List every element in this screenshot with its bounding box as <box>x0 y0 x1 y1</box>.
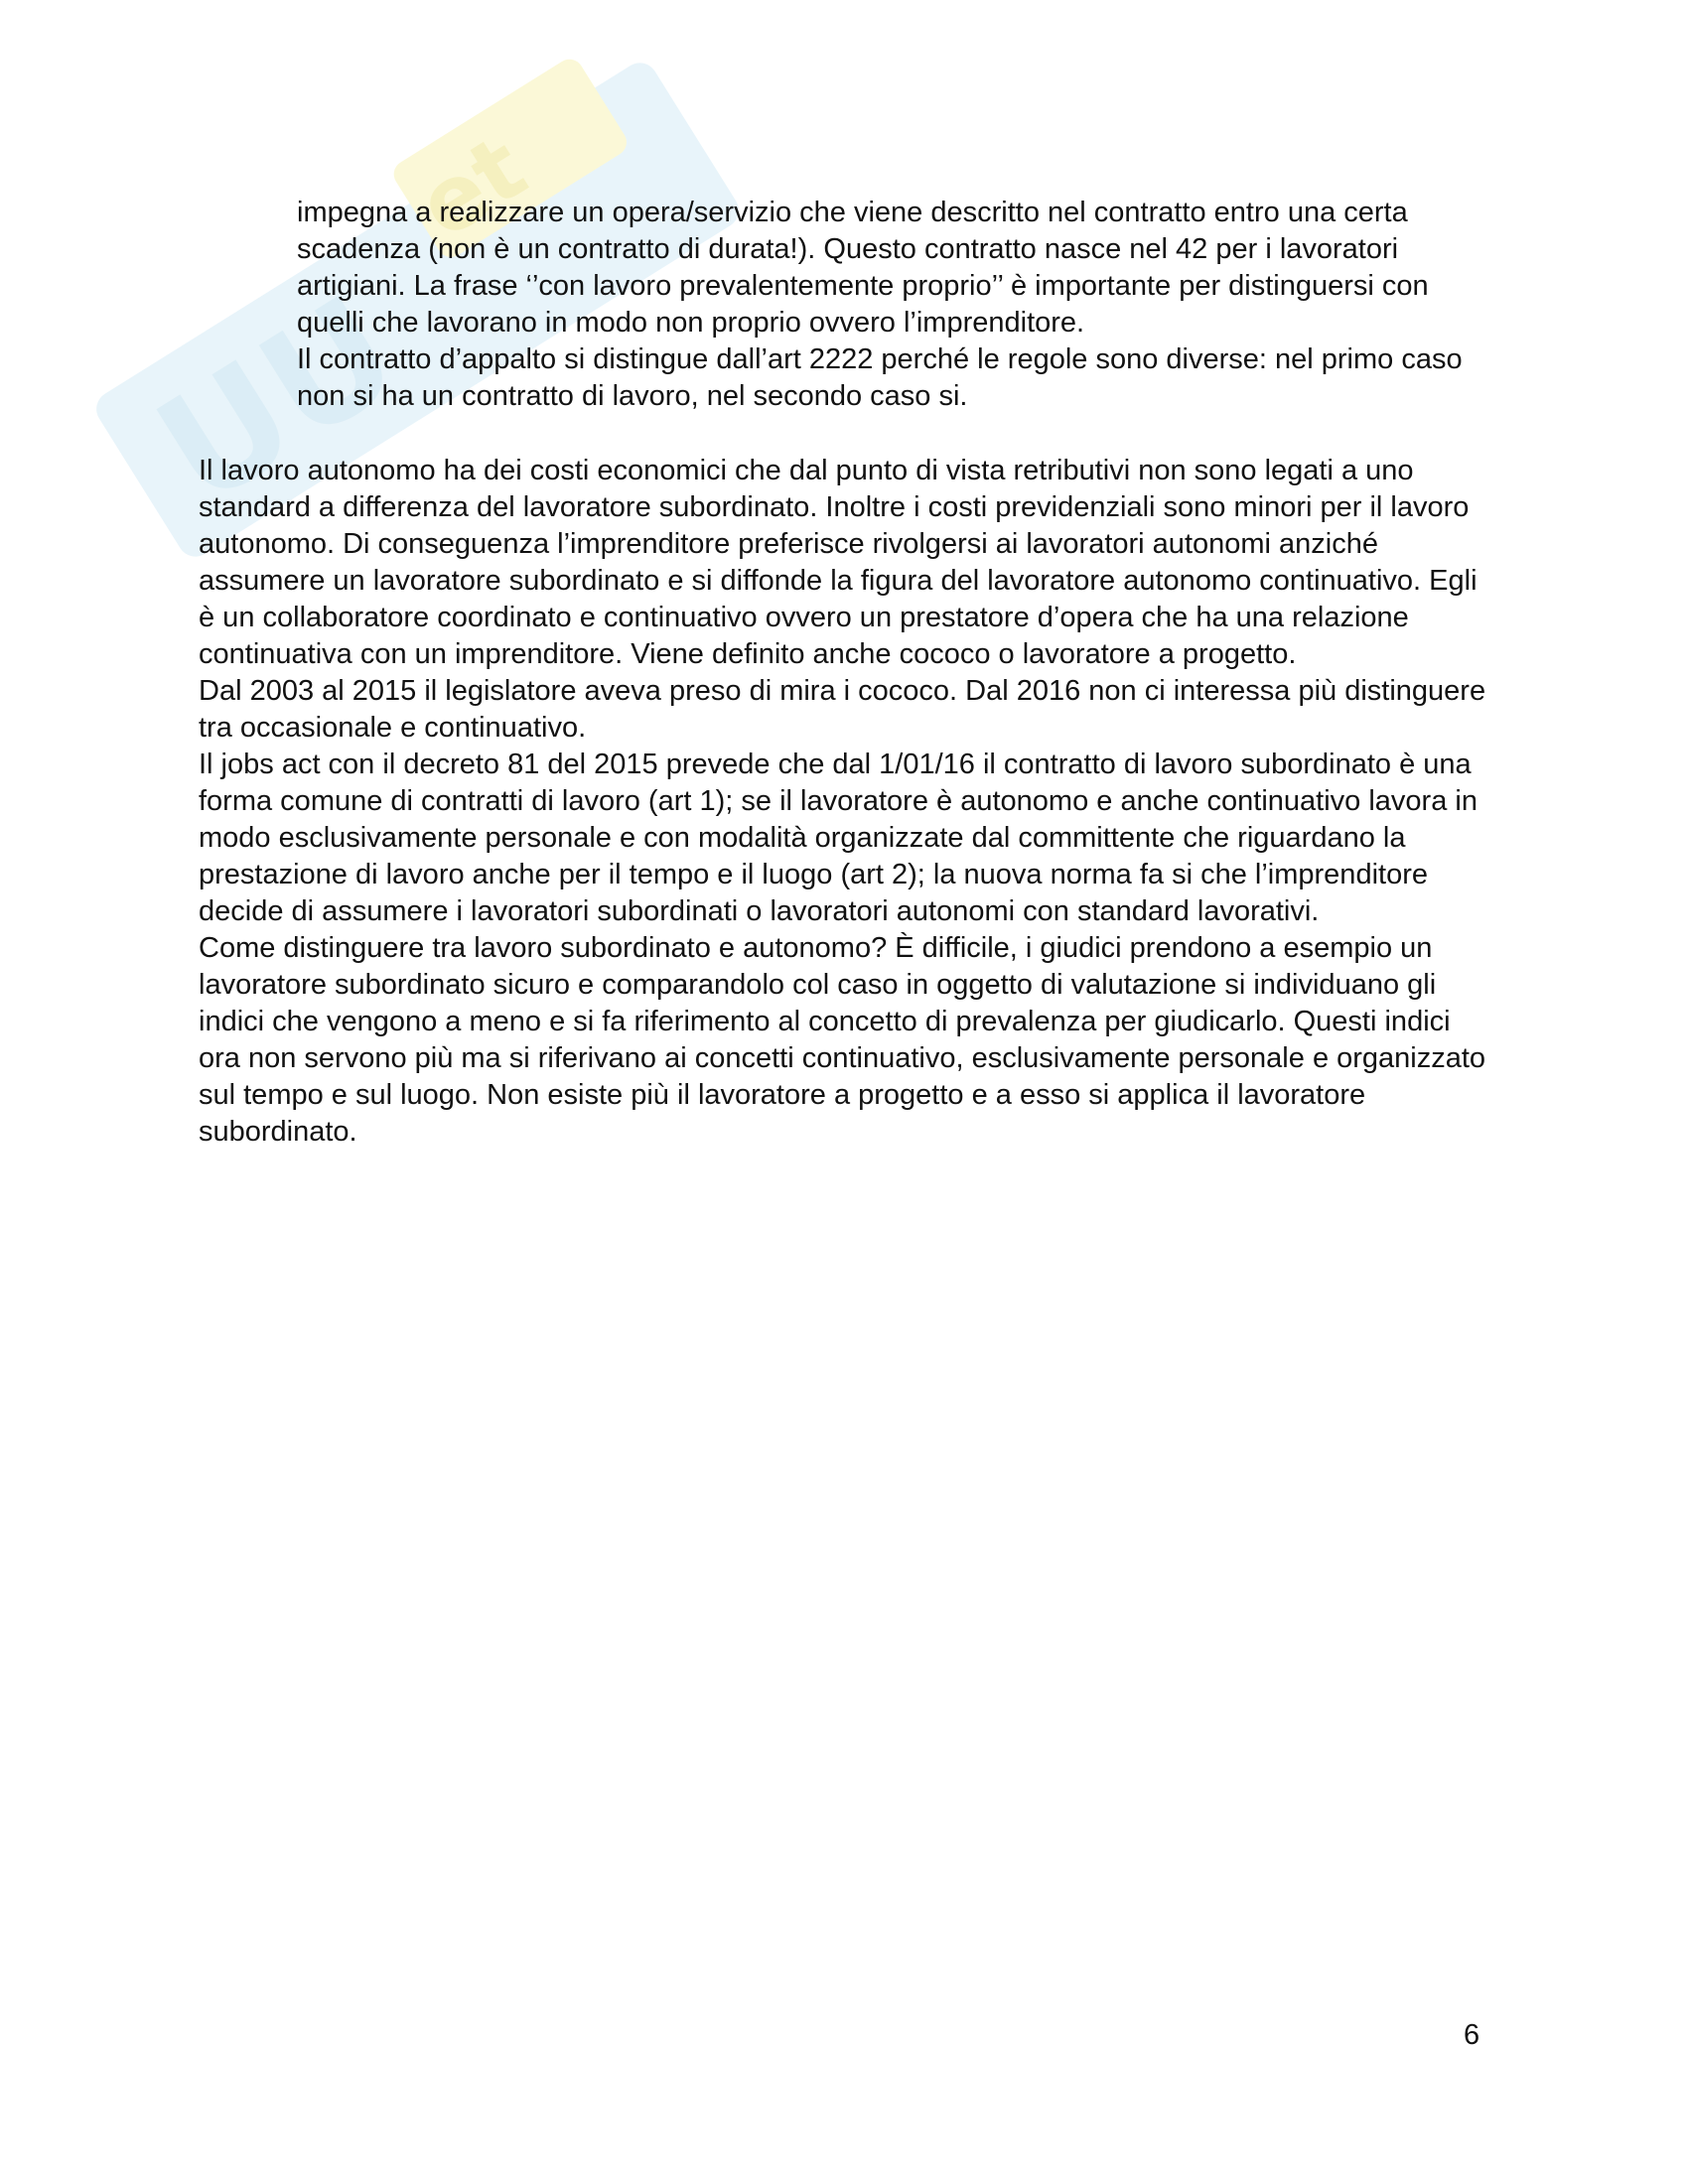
indented-paragraph: impegna a realizzare un opera/servizio che viene descritto nel contratto entro una certa scadenza (non è un contratto di durata!). Questo contratto nasce nel 42 per i lavoratori artigiani. La frase ‘’con lavoro prevalentemente proprio’’ è importante per distinguersi con quelli che lavorano in modo non proprio ovvero l’imprenditore. <box>297 197 1429 339</box>
indented-paragraph: Il contratto d’appalto si distingue dall’art 2222 perché le regole sono diverse: nel primo caso non si ha un contratto di lavoro, nel secondo caso si. <box>297 343 1463 412</box>
body-paragraph: Il lavoro autonomo ha dei costi economici che dal punto di vista retributivi non sono legati a uno standard a differenza del lavoratore subordinato. Inoltre i costi previdenziali sono minori per il lavoro autonomo. Di conseguenza l’imprenditore preferisce rivolgersi ai lavoratori autonomi anziché assumere un lavoratore subordinato e si diffonde la figura del lavoratore autonomo continuativo. Egli è un collaboratore coordinato e continuativo ovvero un prestatore d’opera che ha una relazione continuativa con un imprenditore. Viene definito anche cococo o lavoratore a progetto. <box>199 455 1477 670</box>
watermark-mark: UU <box>129 264 427 539</box>
watermark-mark-secondary: et <box>400 115 544 259</box>
body-paragraph: Dal 2003 al 2015 il legislatore aveva preso di mira i cococo. Dal 2016 non ci interessa più distinguere tra occasionale e continuativo. <box>199 675 1486 744</box>
body-paragraph: Il jobs act con il decreto 81 del 2015 prevede che dal 1/01/16 il contratto di lavoro subordinato è una forma comune di contratti di lavoro (art 1); se il lavoratore è autonomo e anche continuativo lavora in modo esclusivamente personale e con modalità organizzate dal committente che riguardano la prestazione di lavoro anche per il tempo e il luogo (art 2); la nuova norma fa si che l’imprenditore decide di assumere i lavoratori subordinati o lavoratori autonomi con standard lavorativi. <box>199 749 1477 927</box>
main-text-block <box>199 453 1499 1151</box>
indented-text-block <box>297 195 1498 415</box>
page-number: 6 <box>1464 2019 1480 2051</box>
body-paragraph: Come distinguere tra lavoro subordinato e autonomo? È difficile, i giudici prendono a esempio un lavoratore subordinato sicuro e comparandolo col caso in oggetto di valutazione si individuano gli indici che vengono a meno e si fa riferimento al concetto di prevalenza per giudicarlo. Questi indici ora non servono più ma si riferivano ai concetti continuativo, esclusivamente personale e organizzato sul tempo e sul luogo. Non esiste più il lavoratore a progetto e a esso si applica il lavoratore subordinato. <box>199 932 1486 1148</box>
